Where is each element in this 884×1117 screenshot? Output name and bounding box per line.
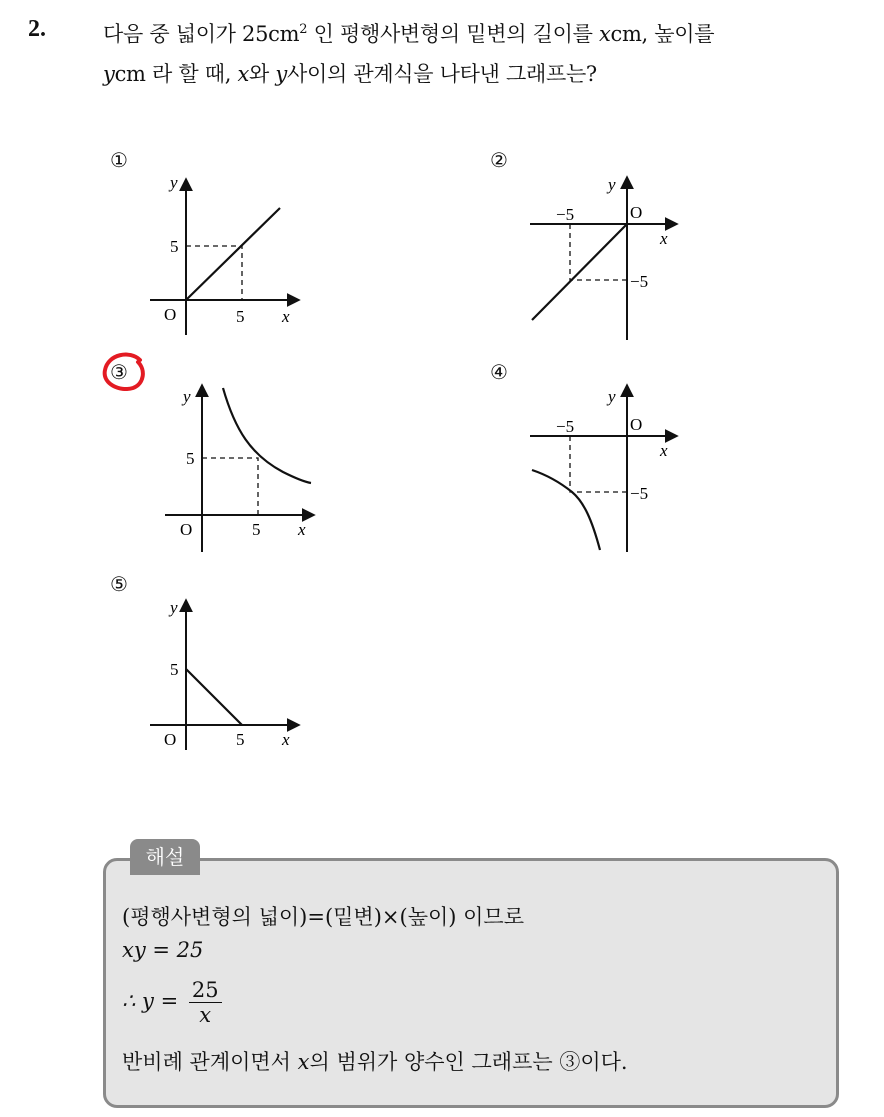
graph-curve	[223, 388, 311, 483]
option-4-label[interactable]: ④	[490, 360, 508, 384]
option-4-graph[interactable]	[520, 380, 700, 555]
y-tick-label: 5	[170, 237, 179, 256]
solution-line2: xy = 25	[122, 938, 204, 962]
question-text: cm 라 할 때,	[114, 62, 238, 86]
x-axis-label: x	[660, 441, 668, 460]
question-text: cm, 높이를	[610, 22, 715, 46]
graph-line	[186, 208, 280, 300]
option-2-graph[interactable]	[520, 170, 700, 345]
y-tick-label: −5	[630, 484, 649, 503]
x-axis-label: x	[282, 730, 290, 749]
x-tick-label: 5	[236, 730, 245, 749]
x-tick-label: 5	[236, 307, 245, 326]
question-text: 와	[249, 62, 276, 86]
variable: y	[275, 62, 287, 86]
origin-label: O	[630, 203, 643, 222]
x-axis-label: x	[660, 229, 668, 248]
guide-lines	[202, 458, 258, 515]
solution-text: 반비례 관계이면서	[122, 1050, 298, 1074]
variable: x	[297, 1050, 310, 1074]
question-text: 사이의 관계식을 나타낸 그래프는?	[287, 62, 597, 86]
variable: y	[103, 62, 115, 86]
graph-line	[186, 669, 242, 725]
option-3-label[interactable]: ③	[110, 360, 128, 384]
solution-line3	[122, 978, 222, 1027]
y-axis-label: y	[170, 598, 178, 617]
solution-text: 의 범위가 양수인 그래프는 ③이다.	[309, 1050, 628, 1074]
fraction	[189, 978, 222, 1027]
solution-line4	[122, 1046, 628, 1076]
question-text: 다음 중 넓이가 25	[103, 22, 269, 46]
graph-line	[532, 224, 627, 320]
x-tick-label: −5	[556, 417, 575, 436]
option-5-label[interactable]: ⑤	[110, 572, 128, 596]
question-text-line2	[103, 58, 597, 88]
graph-curve	[532, 470, 600, 550]
x-axis-label: x	[282, 307, 290, 326]
solution-line1: (평행사변형의 넓이)=(밑변)×(높이) 이므로	[122, 905, 524, 929]
y-tick-label: −5	[630, 272, 649, 291]
option-1-label[interactable]: ①	[110, 148, 128, 172]
variable: x	[598, 22, 611, 46]
question-text: 인 평행사변형의 밑변의 길이를	[307, 22, 599, 46]
superscript: 2	[299, 22, 308, 37]
option-3-graph[interactable]	[155, 380, 335, 555]
x-axis-label: x	[298, 520, 306, 539]
option-5-graph[interactable]	[140, 595, 320, 755]
x-tick-label: −5	[556, 205, 575, 224]
option-1-graph[interactable]	[140, 170, 320, 340]
solution-therefore: ∴ y =	[122, 989, 179, 1013]
y-axis-label: y	[608, 387, 616, 406]
origin-label: O	[180, 520, 193, 539]
y-axis-label: y	[608, 175, 616, 194]
unit: cm	[268, 22, 300, 46]
origin-label: O	[164, 305, 177, 324]
y-tick-label: 5	[186, 449, 195, 468]
x-tick-label: 5	[252, 520, 261, 539]
y-axis-label: y	[183, 387, 191, 406]
origin-label: O	[164, 730, 177, 749]
variable: x	[237, 62, 250, 86]
guide-lines	[570, 436, 627, 492]
fraction-numerator: 25	[189, 978, 222, 1003]
origin-label: O	[630, 415, 643, 434]
solution-tab: 해설	[130, 839, 200, 875]
question-text-line1	[103, 18, 714, 48]
fraction-denominator: x	[199, 1003, 212, 1027]
y-tick-label: 5	[170, 660, 179, 679]
question-number: 2.	[28, 16, 46, 42]
option-2-label[interactable]: ②	[490, 148, 508, 172]
y-axis-label: y	[170, 173, 178, 192]
